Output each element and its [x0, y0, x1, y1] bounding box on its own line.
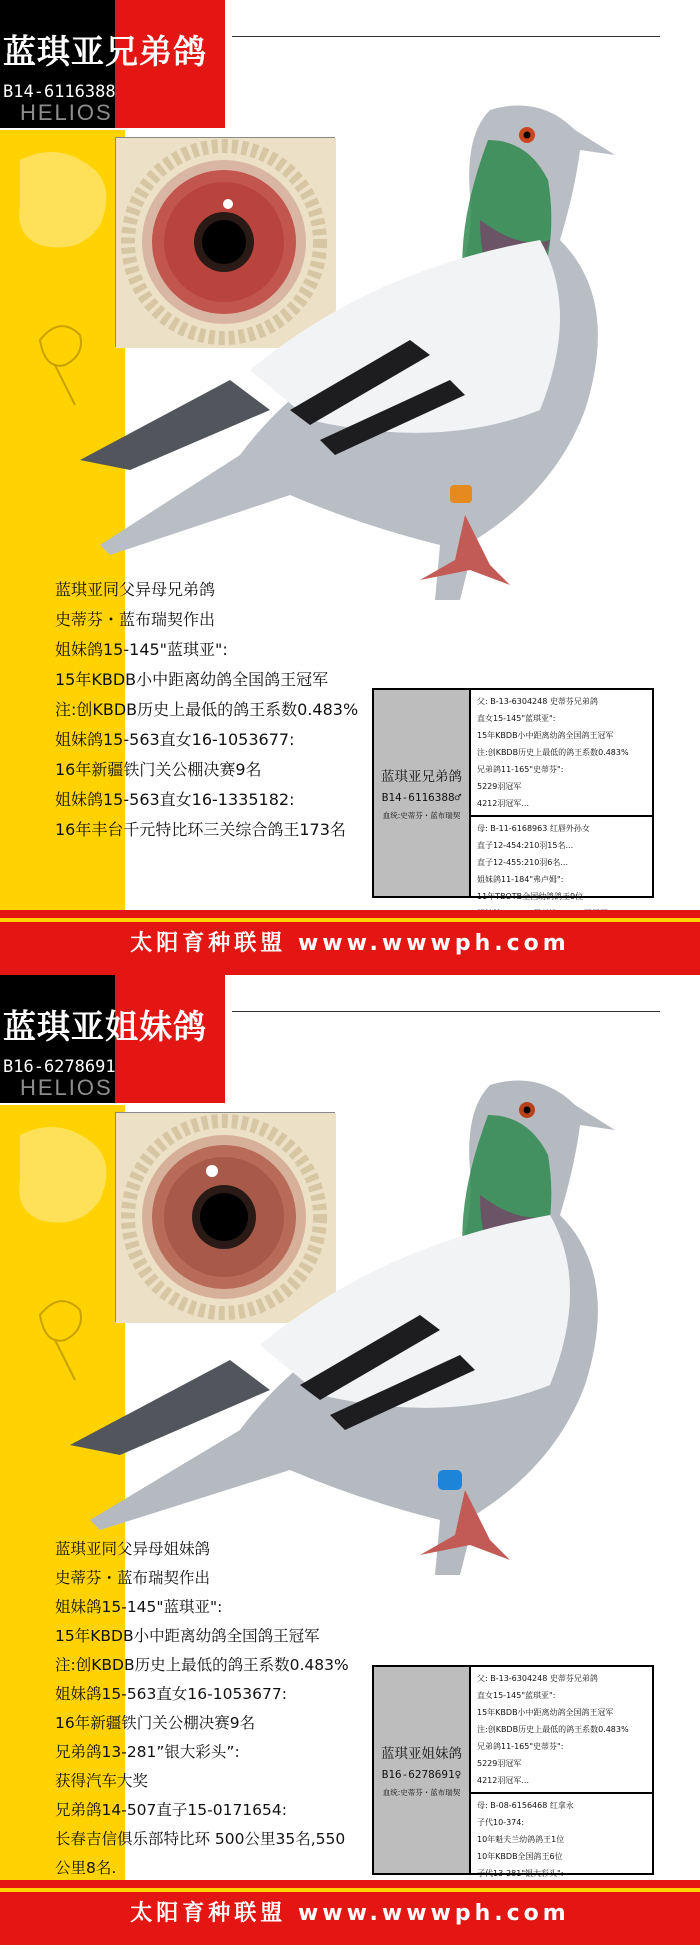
banner-stripe: [0, 918, 700, 922]
sire-line: 15年KBDB小中距离幼鸽全国鸽王冠军: [477, 731, 614, 740]
title-relation: 兄弟鸽: [105, 32, 207, 71]
title-name: 蓝琪亚: [3, 32, 105, 71]
description-line: 姐妹鸽15-145"蓝琪亚":: [55, 640, 228, 659]
pigeon-title: [3, 26, 207, 73]
header-rule: [232, 36, 660, 37]
dam-line: 直子12-454:210羽15名...: [477, 841, 574, 850]
pedigree-sire: [471, 1667, 652, 1792]
description-line: 姐妹鸽15-145"蓝琪亚":: [55, 1598, 223, 1616]
dam-line: 母: B-11-6168963 红唇外孙女: [477, 824, 590, 833]
description-line: 史蒂芬・蓝布瑞契作出: [55, 1569, 211, 1587]
pedigree-table: [372, 1665, 654, 1878]
pedigree-subject: [374, 690, 471, 896]
title-name: 蓝琪亚: [3, 1007, 105, 1046]
pedigree-name: 蓝琪亚兄弟鸽: [381, 769, 462, 785]
pedigree-parents: [471, 690, 652, 901]
sire-line: 注:创KBDB历史上最低的鸽王系数0.483%: [477, 1725, 629, 1734]
sire-line: 父: B-13-6304248 史蒂芬兄弟鸽: [477, 1674, 598, 1683]
dam-line: 10年魁夫兰幼鸽鸽王1位: [477, 1835, 565, 1844]
description-line: 16年新疆铁门关公棚决赛9名: [55, 760, 262, 779]
banner-stripe: [0, 1888, 700, 1892]
description-line: 15年KBDB小中距离幼鸽全国鸽王冠军: [55, 670, 329, 689]
description-line: 兄弟鸽13-281”银大彩头”:: [55, 1743, 240, 1761]
sire-line: 兄弟鸽11-165"史蒂芬":: [477, 1742, 564, 1751]
banner-text: 太阳育种联盟 www.wwwph.com: [130, 1901, 570, 1926]
sire-line: 注:创KBDB历史上最低的鸽王系数0.483%: [477, 748, 629, 757]
dam-line: 直子12-455:210羽6名...: [477, 858, 569, 867]
pedigree-ring: B14-6116388♂: [381, 791, 462, 804]
pigeon-description: [55, 575, 385, 845]
description-line: 公里8名.: [55, 1859, 117, 1877]
pedigree-parents: [471, 1667, 652, 1878]
sire-line: 5229羽冠军: [477, 1759, 522, 1768]
description-line: 姐妹鸽15-563直女16-1053677:: [55, 1685, 287, 1703]
dam-line: 子代13-281"银大彩头":: [477, 1869, 564, 1878]
header-rule: [232, 1011, 660, 1012]
pedigree-bloodline: 血统:史蒂芬・蓝布瑞契: [382, 811, 461, 820]
description-line: 姐妹鸽15-563直女16-1335182:: [55, 790, 295, 809]
pigeon-photo: [70, 70, 670, 650]
description-line: 姐妹鸽15-563直女16-1053677:: [55, 730, 295, 749]
dam-line: 姐妹鸽11-184"弗卢姆":: [477, 875, 564, 884]
title-relation: 姐妹鸽: [105, 1007, 207, 1046]
description-line: 兄弟鸽14-507直子15-0171654:: [55, 1801, 287, 1819]
dam-line: 母: B-08-6156468 红拿永: [477, 1801, 574, 1810]
description-line: 注:创KBDB历史上最低的鸽王系数0.483%: [55, 1656, 349, 1674]
dam-line: 11年TBOTB全国幼鸽鸽王9位: [477, 892, 584, 901]
pigeon-panel-sister: [0, 975, 700, 1950]
pedigree-table: [372, 688, 654, 901]
sire-line: 直女15-145"蓝琪亚":: [477, 714, 556, 723]
description-line: 蓝琪亚同父异母兄弟鸽: [55, 580, 216, 599]
description-line: 16年新疆铁门关公棚决赛9名: [55, 1714, 256, 1732]
sire-line: 直女15-145"蓝琪亚":: [477, 1691, 556, 1700]
sire-line: 兄弟鸽11-165"史蒂芬":: [477, 765, 564, 774]
sire-line: 4212羽冠军...: [477, 1776, 529, 1785]
description-line: 16年丰台千元特比环三关综合鸽王173名: [55, 820, 346, 839]
pedigree-sire: [471, 690, 652, 815]
pigeon-description: [55, 1535, 385, 1883]
dam-line: 子代10-374:: [477, 1818, 525, 1827]
sire-line: 父: B-13-6304248 史蒂芬兄弟鸽: [477, 697, 598, 706]
sire-line: 4212羽冠军...: [477, 799, 529, 808]
helios-watermark: HELIOS: [20, 1075, 113, 1100]
description-line: 长春吉信俱乐部特比环 500公里35名,550: [55, 1830, 346, 1848]
sire-line: 5229羽冠军: [477, 782, 522, 791]
banner-text: 太阳育种联盟 www.wwwph.com: [130, 931, 570, 956]
pedigree-ring: B16-6278691♀: [381, 1768, 462, 1781]
pedigree-subject: [374, 1667, 471, 1873]
description-line: 蓝琪亚同父异母姐妹鸽: [55, 1540, 211, 1558]
helios-watermark: HELIOS: [20, 100, 113, 125]
description-line: 注:创KBDB历史上最低的鸽王系数0.483%: [55, 700, 359, 719]
description-line: 史蒂芬・蓝布瑞契作出: [55, 610, 216, 629]
pedigree-name: 蓝琪亚姐妹鸽: [381, 1746, 462, 1762]
sire-line: 15年KBDB小中距离幼鸽全国鸽王冠军: [477, 1708, 614, 1717]
description-line: 15年KBDB小中距离幼鸽全国鸽王冠军: [55, 1627, 320, 1645]
ring-number: B16-6278691: [3, 1057, 116, 1077]
ring-number: B14-6116388: [3, 82, 116, 102]
dam-line: 10年KBDB全国鸽王6位: [477, 1852, 563, 1861]
pedigree-dam: [471, 815, 652, 925]
description-line: 获得汽车大奖: [55, 1772, 149, 1790]
pigeon-title: [3, 1001, 207, 1048]
pedigree-bloodline: 血统:史蒂芬・蓝布瑞契: [382, 1788, 461, 1797]
